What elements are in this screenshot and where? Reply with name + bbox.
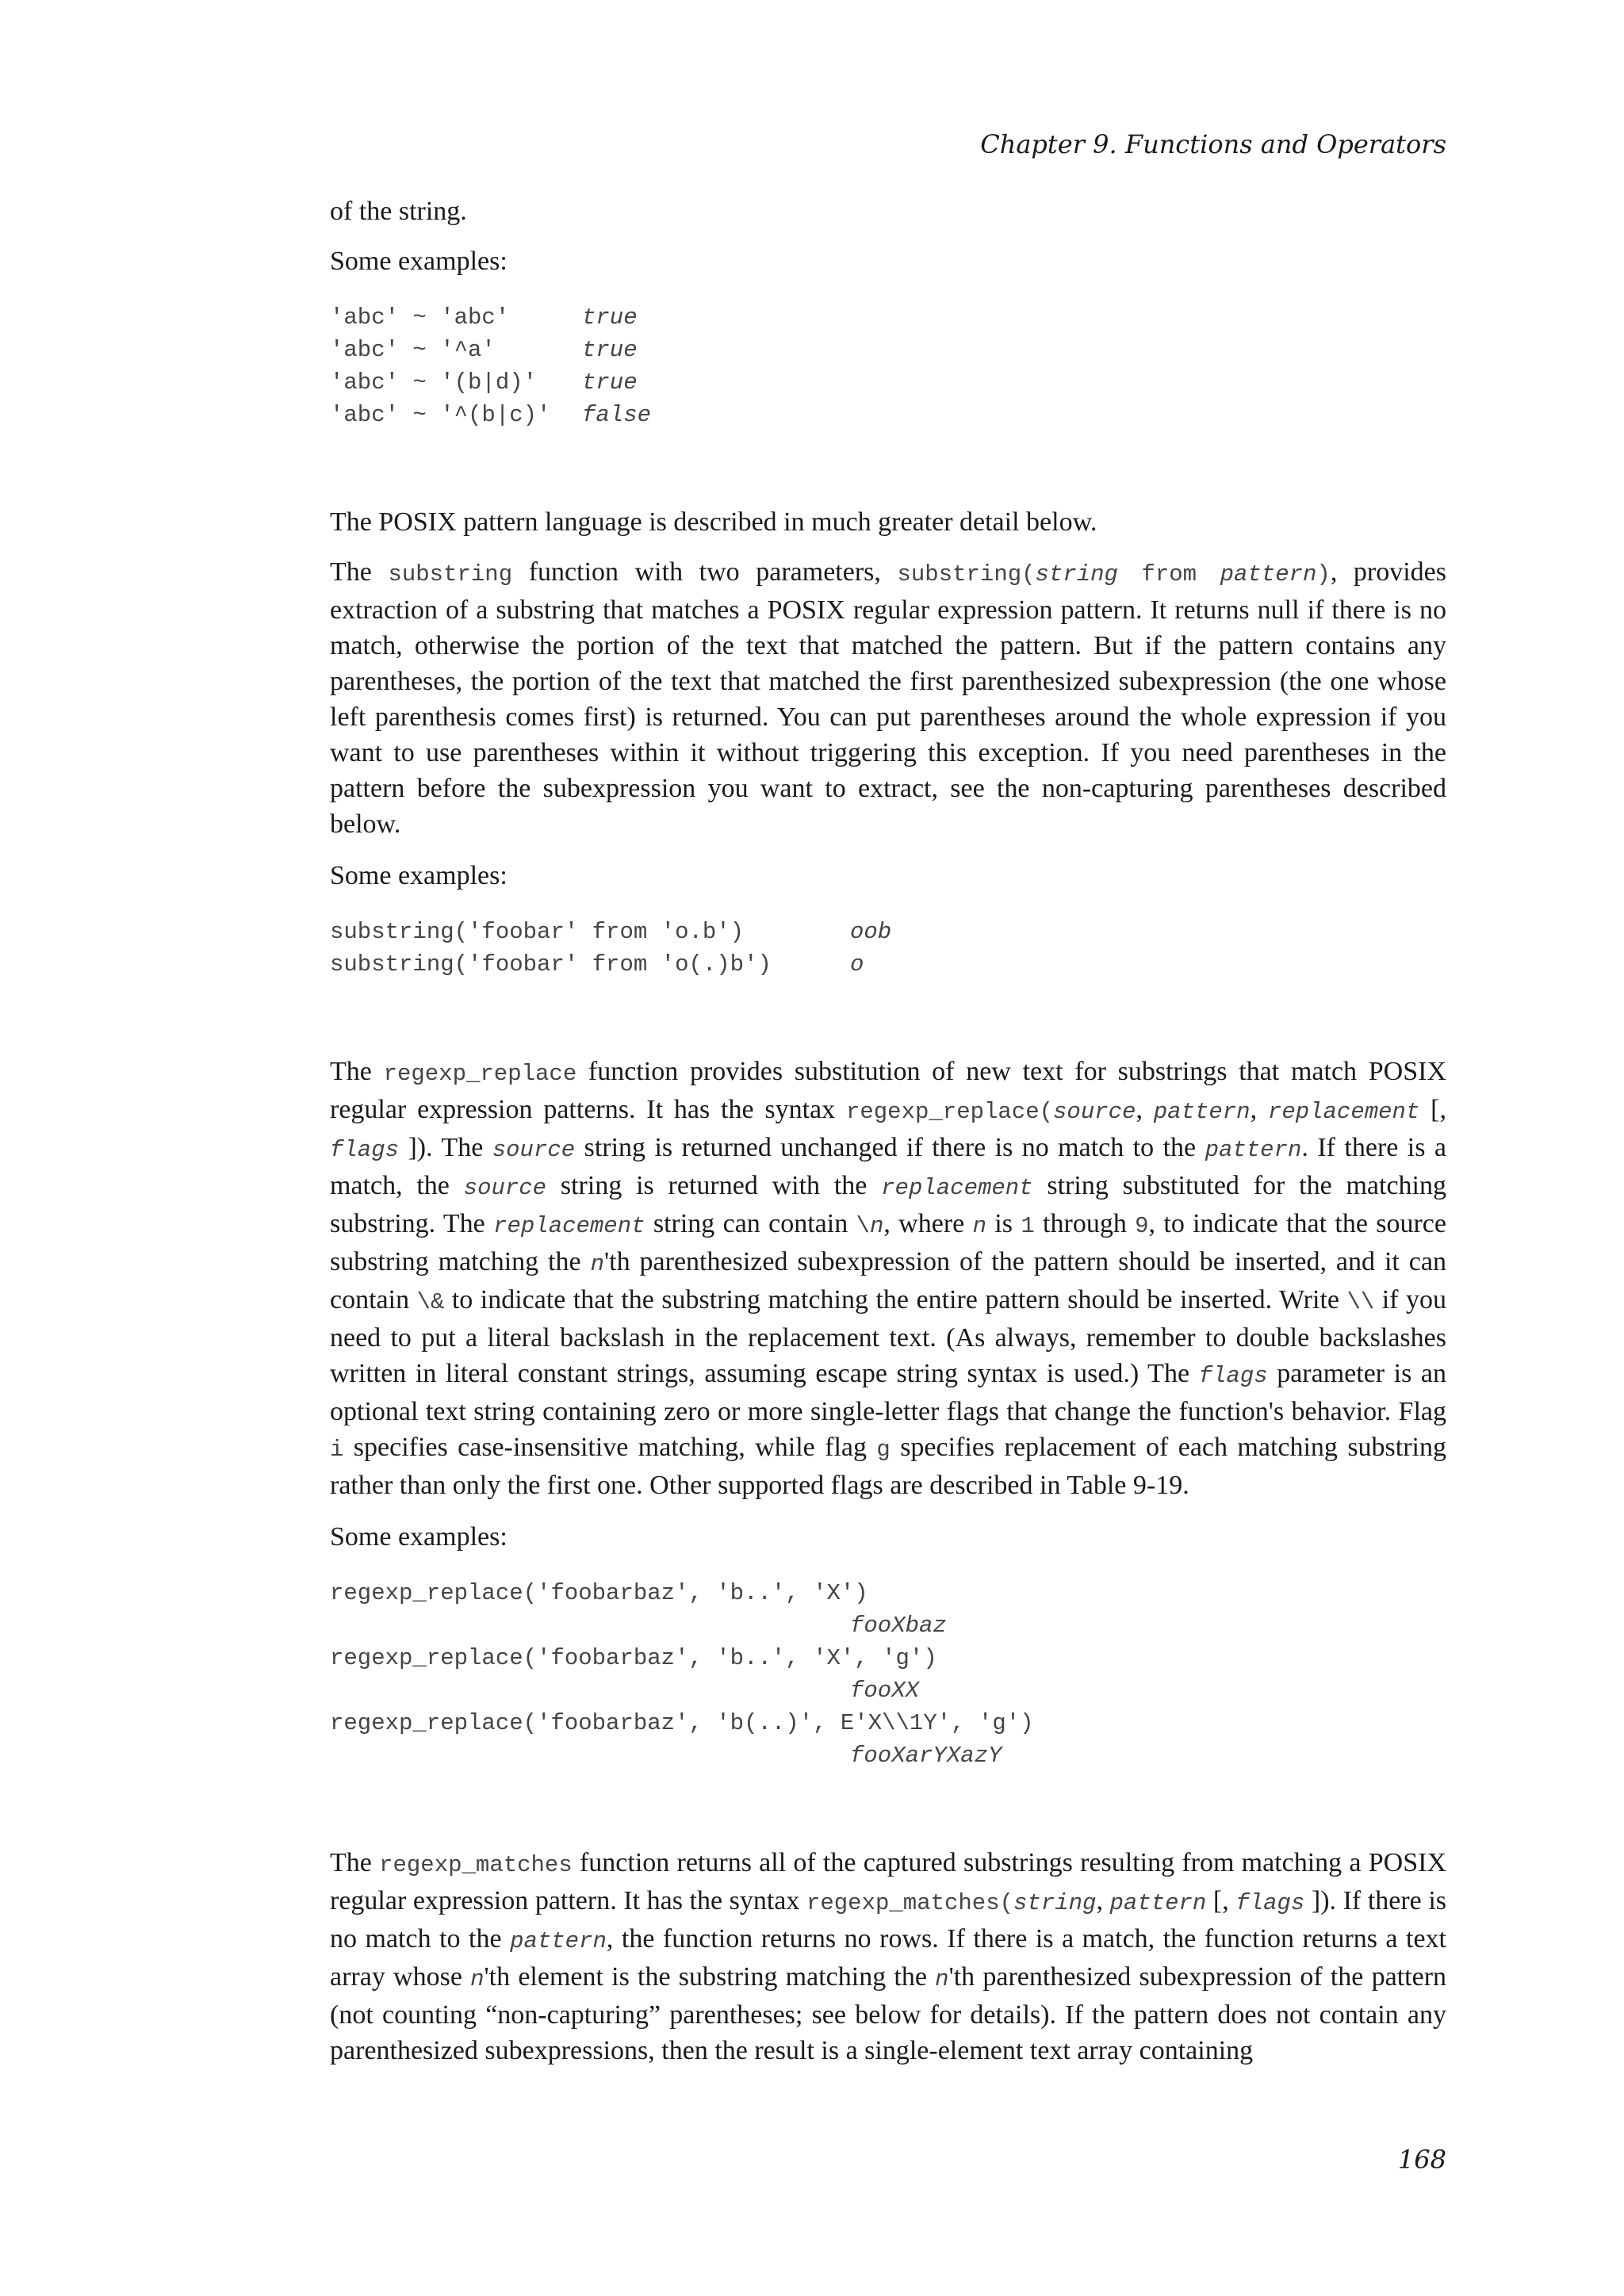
code-result: false bbox=[582, 402, 652, 428]
code-result: fooXX bbox=[850, 1678, 920, 1704]
code-line bbox=[330, 948, 1446, 981]
code-result: true bbox=[582, 304, 638, 331]
continuation-text: of the string. bbox=[330, 197, 467, 226]
code-expression: substring('foobar' from 'o(.)b') bbox=[330, 951, 772, 978]
code-result: true bbox=[582, 369, 638, 396]
code-result: oob bbox=[850, 919, 892, 945]
code-expression: 'abc' ~ 'abc' bbox=[330, 304, 510, 331]
code-result: fooXarYXazY bbox=[850, 1743, 1002, 1769]
code-expression: 'abc' ~ '(b|d)' bbox=[330, 369, 538, 396]
regexp-replace-paragraph: The regexp_replace function provides substitution of new text for substrings that match POSIX regular expression patterns. It has the syntax regexp_replace(source, pattern, replacement [, flags ]). The source string is returned unchanged if there is no match to the pattern. If there is a match, the source string is returned with the replacement string substituted for the matching substring. The replacement string can contain \n, where n is 1 through 9, to indicate that the source substring matching the n'th parenthesized subexpression of the pattern should be inserted, and it can contain \& to indicate that the substring matching the entire pattern should be inserted. Write \\ if you need to put a literal backslash in the replacement text. (As always, remember to double backslashes written in literal constant strings, assuming escape string syntax is used.) The flags parameter is an optional text string containing zero or more single-letter flags that change the function's behavior. Flag i specifies case-insensitive matching, while flag g specifies replacement of each matching substring rather than only the first one. Other supported flags are described in Table 9-19. bbox=[330, 1057, 1447, 1500]
page-body bbox=[330, 193, 1446, 2084]
document-page bbox=[330, 0, 1446, 2296]
code-line bbox=[330, 301, 1446, 334]
code-line bbox=[330, 366, 1446, 399]
substring-paragraph: The substring function with two parameters, substring(string from pattern), provides extraction of a substring that matches a POSIX regular expression pattern. It returns null if there is no match, otherwise the portion of the text that matched the pattern. But if the pattern contains any parentheses, the portion of the text that matched the first parenthesized subexpression (the one whose left parenthesis comes first) is returned. You can put parentheses around the whole expression if you want to use parentheses within it without triggering this exception. If you need parentheses in the pattern before the subexpression you want to extract, see the non-capturing parentheses described below. bbox=[330, 557, 1447, 839]
running-header: Chapter 9. Functions and Operators bbox=[980, 129, 1446, 159]
code-example-substring bbox=[330, 916, 1446, 981]
page-number: 168 bbox=[1397, 2145, 1446, 2175]
regexp-matches-paragraph: The regexp_matches function returns all of the captured substrings resulting from matching a POSIX regular expression pattern. It has the syntax regexp_matches(string, pattern [, flags ]). If there is no match to the pattern, the function returns no rows. If there is a match, the function returns a text array whose n'th element is the substring matching the n'th parenthesized subexpression of the pattern (not counting “non-capturing” parentheses; see below for details). If the pattern does not contain any parenthesized subexpressions, then the result is a single-element text array containing bbox=[330, 1848, 1447, 2065]
inline-code: substring(string from pattern) bbox=[897, 561, 1331, 587]
code-expression: 'abc' ~ '^(b|c)' bbox=[330, 402, 551, 428]
code-expression: regexp_replace('foobarbaz', 'b..', 'X') bbox=[330, 1580, 868, 1606]
code-result: true bbox=[582, 337, 638, 363]
code-result: o bbox=[850, 951, 864, 978]
code-example-regex-match bbox=[330, 301, 1446, 431]
some-examples-label: Some examples: bbox=[330, 247, 508, 276]
code-line bbox=[330, 916, 1446, 948]
some-examples-label: Some examples: bbox=[330, 861, 508, 890]
code-expression: regexp_replace('foobarbaz', 'b..', 'X', 'g') bbox=[330, 1645, 937, 1671]
code-expression: substring('foobar' from 'o.b') bbox=[330, 919, 745, 945]
code-line bbox=[330, 399, 1446, 431]
code-expression: regexp_replace('foobarbaz', 'b(..)', E'X\\1Y', 'g') bbox=[330, 1710, 1034, 1736]
inline-code: substring bbox=[388, 561, 513, 587]
code-expression: 'abc' ~ '^a' bbox=[330, 337, 496, 363]
code-result: fooXbaz bbox=[850, 1613, 947, 1639]
posix-paragraph: The POSIX pattern language is described in much greater detail below. bbox=[330, 507, 1097, 537]
code-line bbox=[330, 334, 1446, 366]
some-examples-label: Some examples: bbox=[330, 1522, 508, 1552]
code-example-regexp-replace bbox=[330, 1577, 1446, 1772]
